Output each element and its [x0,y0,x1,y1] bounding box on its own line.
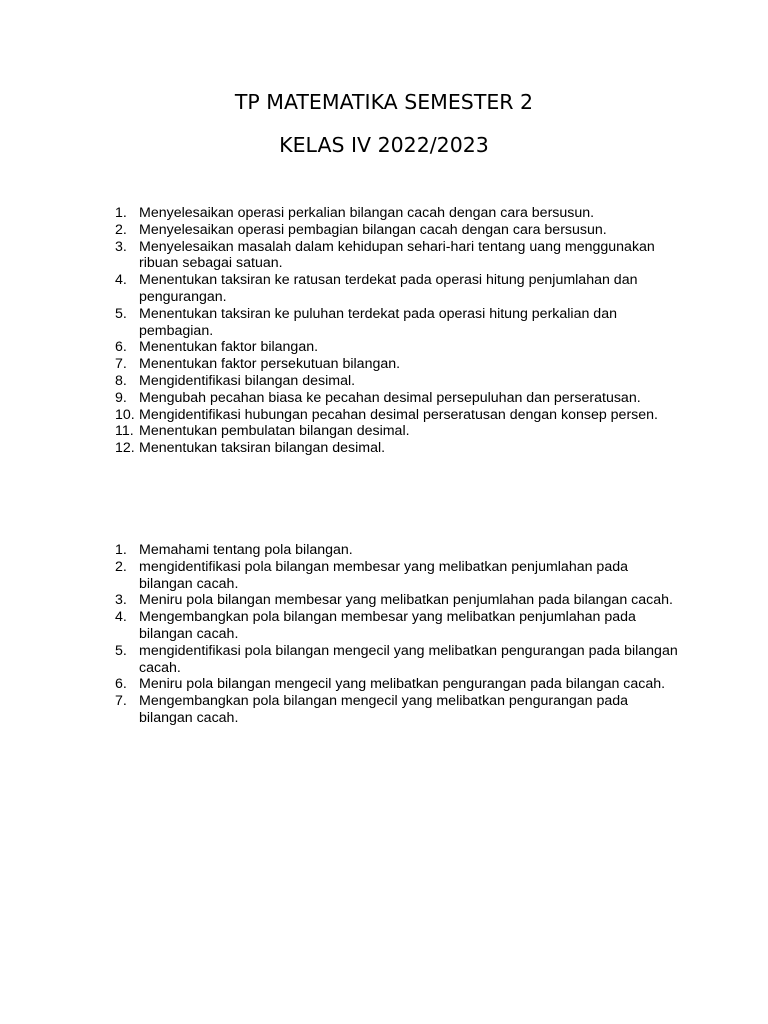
list-item [0,306,679,340]
list-item-number: 8. [115,372,127,389]
list-item [0,239,679,273]
list-item [0,272,679,306]
list-item-number: 2. [115,221,127,238]
list-item [0,643,679,677]
list-item [0,423,679,440]
list-item [0,356,679,373]
list-item-number: 9. [115,389,127,406]
list-item-text: Memahami tentang pola bilangan. [139,542,353,558]
list-item-text: Mengembangkan pola bilangan mengecil yang melibatkan pengurangan pada bilangan cacah. [139,693,629,726]
document-title: TP MATEMATIKA SEMESTER 2 [234,90,534,114]
list-item-number: 5. [115,305,127,322]
list-item-number: 7. [115,356,127,373]
list-item-text: Menyelesaikan masalah dalam kehidupan sehari-hari tentang uang menggunakan ribuan sebagai satuan. [139,238,655,272]
list-item [0,339,679,356]
list-item-number: 10. [115,406,135,423]
list-item-number: 1. [115,205,127,221]
list-item [0,205,679,222]
list-item-number: 5. [115,642,127,659]
list-item [0,222,679,239]
list-item-number: 7. [115,693,127,710]
list-item [0,693,679,727]
list-item [0,373,679,390]
list-item-text: Mengidentifikasi hubungan pecahan desimal perseratusan dengan konsep persen. [139,406,658,423]
objectives-list-1 [0,205,768,457]
list-item-text: Meniru pola bilangan membesar yang melibatkan penjumlahan pada bilangan cacah. [139,592,673,609]
list-item [0,676,679,693]
list-item [0,390,679,407]
list-item [0,440,679,457]
list-item-text: Menentukan taksiran bilangan desimal. [139,440,386,457]
list-item-number: 2. [115,558,127,575]
list-item-text: Mengidentifikasi bilangan desimal. [139,372,356,389]
list-item-text: Menentukan faktor persekutuan bilangan. [139,356,401,373]
list-item-text: Menentukan taksiran ke puluhan terdekat pada operasi hitung perkalian dan pembagian. [139,305,617,339]
list-item-text: Mengembangkan pola bilangan membesar yang melibatkan penjumlahan pada bilangan cacah. [139,609,636,642]
list-item-number: 6. [115,676,127,693]
list-item-number: 4. [115,272,127,289]
list-item-number: 4. [115,609,127,626]
list-item-text: Mengubah pecahan biasa ke pecahan desimal persepuluhan dan perseratusan. [139,389,641,406]
list-item-text: mengidentifikasi pola bilangan mengecil yang melibatkan pengurangan pada bilangan cacah. [139,642,678,676]
list-item [0,592,679,609]
list-item-text: Meniru pola bilangan mengecil yang melibatkan pengurangan pada bilangan cacah. [139,676,666,693]
objectives-list-2 [0,542,768,727]
list-item-number: 3. [115,592,127,609]
list-item-number: 12. [115,440,135,457]
list-item [0,542,679,559]
list-item-text: Menentukan taksiran ke ratusan terdekat pada operasi hitung penjumlahan dan pengurangan. [139,272,638,305]
list-item-number: 1. [115,542,127,558]
list-item [0,609,679,643]
list-item-text: Menyelesaikan operasi pembagian bilangan cacah dengan cara bersusun. [139,221,607,238]
list-item-number: 3. [115,238,127,255]
list-item [0,559,679,593]
list-item-text: Menentukan faktor bilangan. [139,339,319,356]
list-item-number: 11. [115,423,134,440]
list-item-text: mengidentifikasi pola bilangan membesar yang melibatkan penjumlahan pada bilangan cacah. [139,558,628,592]
document-subtitle: KELAS IV 2022/2023 [279,133,489,157]
list-item-number: 6. [115,339,127,356]
list-item [0,407,679,424]
list-item-text: Menyelesaikan operasi perkalian bilangan cacah dengan cara bersusun. [139,205,595,221]
list-item-text: Menentukan pembulatan bilangan desimal. [139,423,410,440]
